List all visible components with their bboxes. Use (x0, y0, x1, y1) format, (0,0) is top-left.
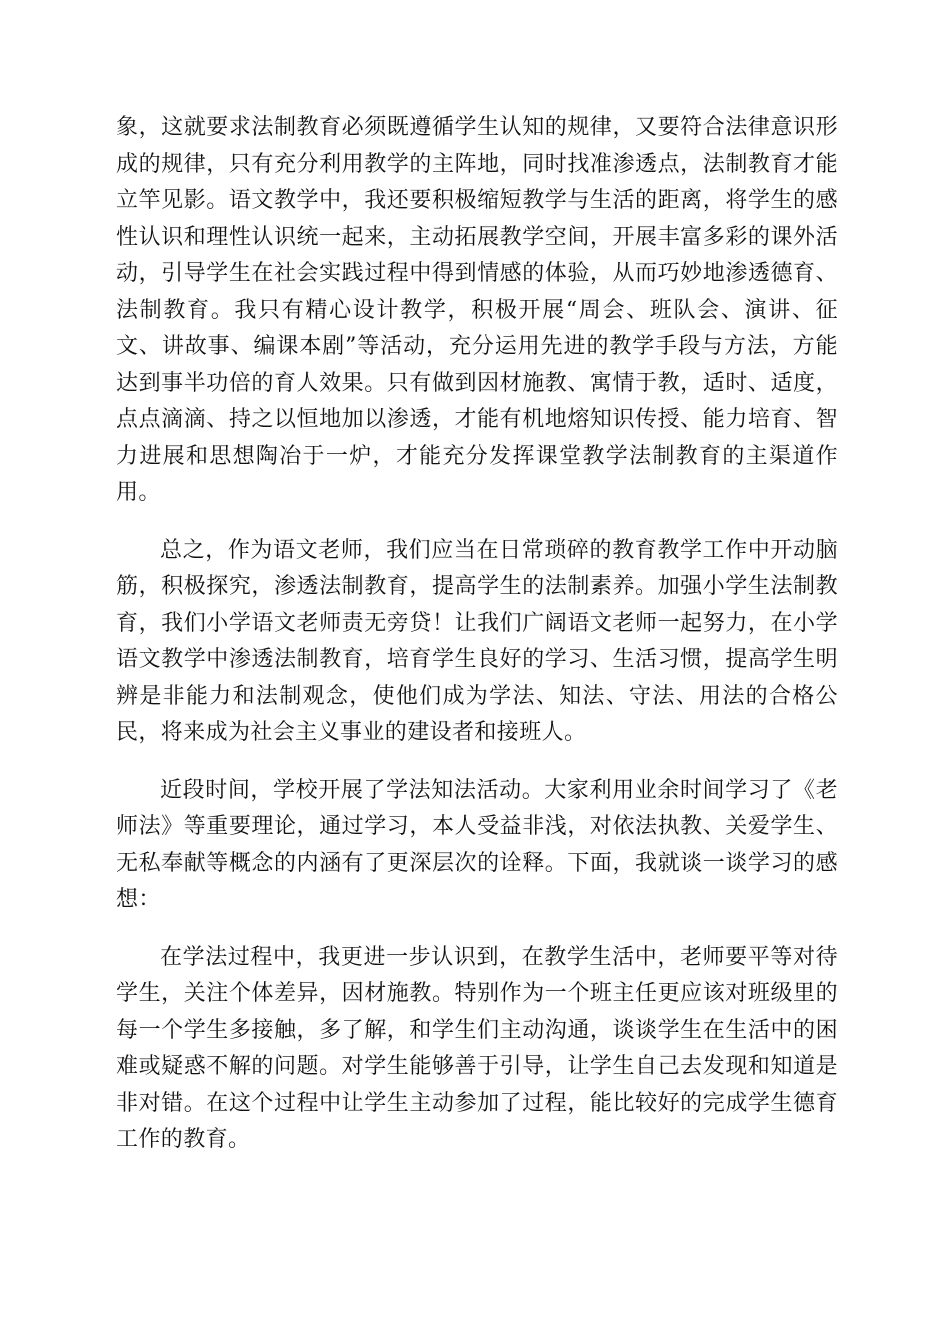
paragraph-continued: 象，这就要求法制教育必须既遵循学生认知的规律，又要符合法律意识形成的规律，只有充分利用教学的主阵地，同时找准渗透点，法制教育才能立竿见影。语文教学中，我还要积极缩短教学与生活的距离，将学生的感性认识和理性认识统一起来，主动拓展教学空间，开展丰富多彩的课外活动，引导学生在社会实践过程中得到情感的体验，从而巧妙地渗透德育、法制教育。我只有精心设计教学，积极开展“周会、班队会、演讲、征文、讲故事、编课本剧”等活动，充分运用先进的教学手段与方法，方能达到事半功倍的育人效果。只有做到因材施教、寓情于教，适时、适度，点点滴滴、持之以恒地加以渗透，才能有机地熔知识传授、能力培育、智力进展和思想陶冶于一炉，才能充分发挥课堂教学法制教育的主渠道作用。 (116, 115, 838, 505)
paragraph: 在学法过程中，我更进一步认识到，在教学生活中，老师要平等对待学生，关注个体差异，因材施教。特别作为一个班主任更应该对班级里的每一个学生多接触，多了解，和学生们主动沟通，谈谈学生在生活中的困难或疑惑不解的问题。对学生能够善于引导，让学生自己去发现和知道是非对错。在这个过程中让学生主动参加了过程，能比较好的完成学生德育工作的教育。 (116, 944, 838, 1152)
paragraph: 总之，作为语文老师，我们应当在日常琐碎的教育教学工作中开动脑筋，积极探究，渗透法制教育，提高学生的法制素养。加强小学生法制教育，我们小学语文老师责无旁贷！让我们广阔语文老师一起努力，在小学语文教学中渗透法制教育，培育学生良好的学习、生活习惯，提高学生明辨是非能力和法制观念，使他们成为学法、知法、守法、用法的合格公民，将来成为社会主义事业的建设者和接班人。 (116, 537, 838, 745)
paragraph: 近段时间，学校开展了学法知法活动。大家利用业余时间学习了《老师法》等重要理论，通过学习，本人受益非浅，对依法执教、关爱学生、无私奉献等概念的内涵有了更深层次的诠释。下面，我就谈一谈学习的感想： (116, 777, 838, 912)
document-body (116, 110, 838, 1159)
